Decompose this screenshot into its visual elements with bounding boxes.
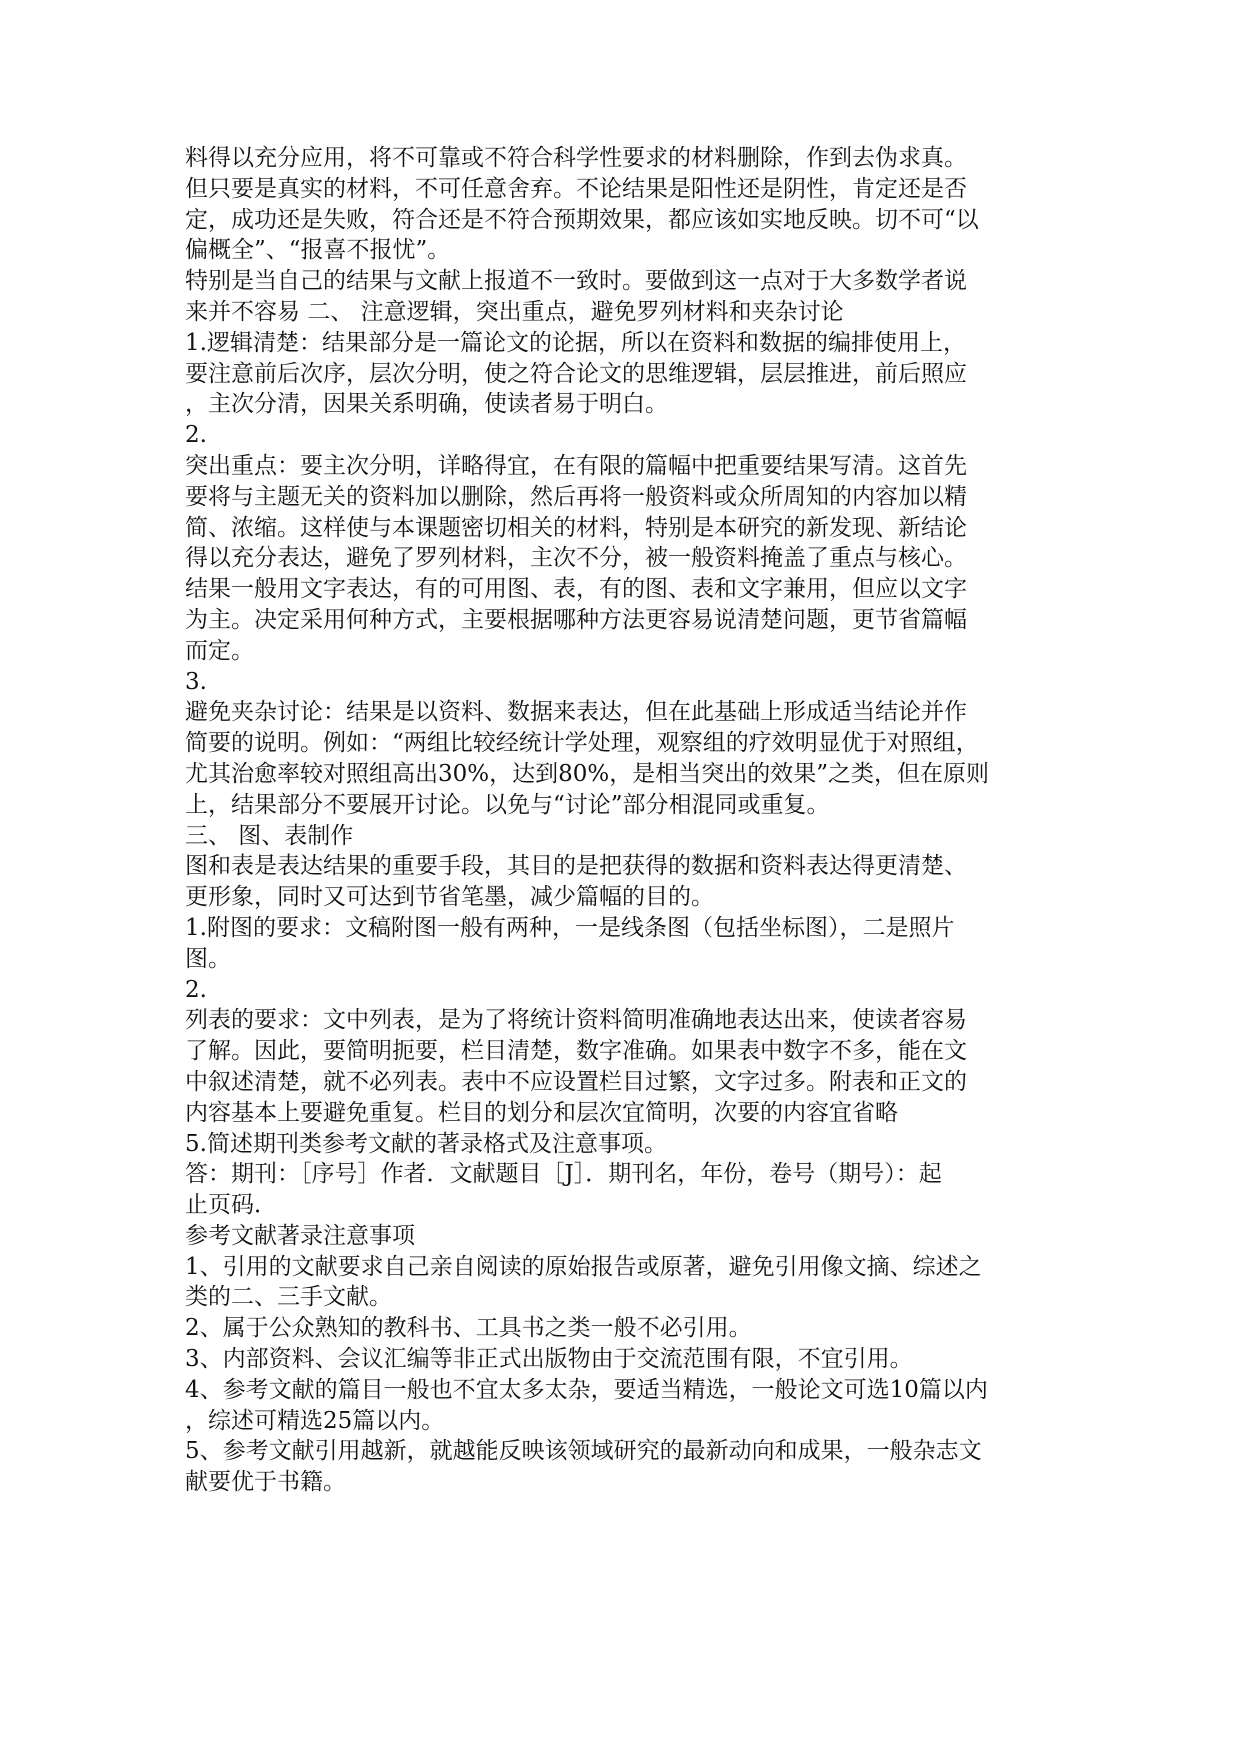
text-line: 答：期刊：［序号］作者．文献题目［J］．期刊名，年份，卷号（期号）：起 [185, 1161, 942, 1188]
text-line: 内容基本上要避免重复。栏目的划分和层次宜简明，次要的内容宜省略 [185, 1099, 898, 1126]
text-line: 简要的说明。例如：“两组比较经统计学处理，观察组的疗效明显优于对照组， [185, 730, 979, 757]
text-line: 三、 图、表制作 [185, 822, 354, 849]
text-line: 1、引用的文献要求自己亲自阅读的原始报告或原著，避免引用像文摘、综述之 [185, 1253, 982, 1280]
text-line: 要将与主题无关的资料加以删除，然后再将一般资料或众所周知的内容加以精 [185, 483, 967, 510]
text-line: 结果一般用文字表达，有的可用图、表，有的图、表和文字兼用，但应以文字 [185, 576, 967, 603]
text-line: 为主。决定采用何种方式，主要根据哪种方法更容易说清楚问题，更节省篇幅 [185, 606, 967, 633]
text-line: 2. [185, 976, 207, 1003]
text-line: 突出重点：要主次分明，详略得宜，在有限的篇幅中把重要结果写清。这首先 [185, 452, 967, 479]
document-body [185, 143, 1065, 1498]
text-line: 止页码． [185, 1192, 277, 1219]
text-line: 特别是当自己的结果与文献上报道不一致时。要做到这一点对于大多数学者说 [185, 268, 967, 295]
text-line: ，主次分清，因果关系明确，使读者易于明白。 [185, 391, 668, 418]
text-line: 献要优于书籍。 [185, 1469, 346, 1496]
text-line: 偏概全”、“报喜不报忧”。 [185, 237, 451, 264]
text-line: 1.附图的要求：文稿附图一般有两种，一是线条图（包括坐标图），二是照片 [185, 914, 955, 941]
text-line: ，综述可精选25篇以内。 [185, 1407, 445, 1434]
text-line: 列表的要求：文中列表，是为了将统计资料简明准确地表达出来，使读者容易 [185, 1007, 967, 1034]
text-line: 2、属于公众熟知的教科书、工具书之类一般不必引用。 [185, 1315, 752, 1342]
text-line: 避免夹杂讨论：结果是以资料、数据来表达，但在此基础上形成适当结论并作 [185, 699, 967, 726]
text-line: 简、浓缩。这样使与本课题密切相关的材料，特别是本研究的新发现、新结论 [185, 514, 967, 541]
text-line: 了解。因此，要简明扼要，栏目清楚，数字准确。如果表中数字不多，能在文 [185, 1038, 967, 1065]
text-line: 上，结果部分不要展开讨论。以免与“讨论”部分相混同或重复。 [185, 791, 830, 818]
text-line: 来并不容易 二、 注意逻辑，突出重点，避免罗列材料和夹杂讨论 [185, 298, 844, 325]
text-line: 料得以充分应用，将不可靠或不符合科学性要求的材料删除，作到去伪求真。 [185, 145, 967, 171]
text-line: 尤其治愈率较对照组高出30%，达到80%，是相当突出的效果”之类，但在原则 [185, 760, 990, 787]
text-line: 图和表是表达结果的重要手段，其目的是把获得的数据和资料表达得更清楚、 [185, 853, 967, 880]
text-line: 3. [185, 668, 207, 695]
text-line: 图。 [185, 945, 231, 972]
text-line: 2. [185, 422, 207, 449]
text-line: 中叙述清楚，就不必列表。表中不应设置栏目过繁，文字过多。附表和正文的 [185, 1068, 967, 1095]
text-line: 3、内部资料、会议汇编等非正式出版物由于交流范围有限，不宜引用。 [185, 1346, 913, 1373]
text-line: 要注意前后次序，层次分明，使之符合论文的思维逻辑，层层推进，前后照应 [185, 360, 967, 387]
text-line: 定，成功还是失败，符合还是不符合预期效果，都应该如实地反映。切不可“以 [185, 206, 979, 233]
text-line: 参考文献著录注意事项 [185, 1222, 415, 1249]
text-line: 5.简述期刊类参考文献的著录格式及注意事项。 [185, 1130, 667, 1157]
text-line: 1.逻辑清楚：结果部分是一篇论文的论据，所以在资料和数据的编排使用上， [185, 329, 966, 356]
text-line: 而定。 [185, 637, 254, 664]
text-line: 4、参考文献的篇目一般也不宜太多太杂，要适当精选，一般论文可选10篇以内 [185, 1376, 988, 1403]
text-line: 5、参考文献引用越新，就越能反映该领域研究的最新动向和成果，一般杂志文 [185, 1438, 982, 1465]
text-line: 更形象，同时又可达到节省笔墨，减少篇幅的目的。 [185, 884, 714, 911]
text-line: 类的二、三手文献。 [185, 1284, 392, 1311]
text-line: 但只要是真实的材料，不可任意舍弃。不论结果是阳性还是阴性，肯定还是否 [185, 175, 967, 202]
text-line: 得以充分表达，避免了罗列材料，主次不分，被一般资料掩盖了重点与核心。 [185, 545, 967, 572]
